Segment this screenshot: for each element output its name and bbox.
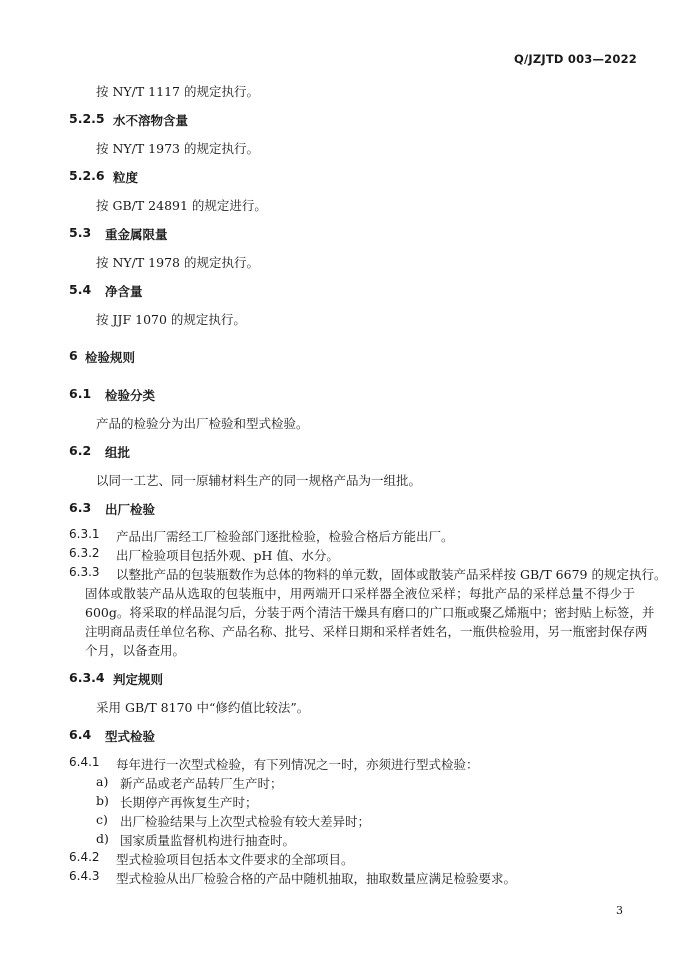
section-title: 组批	[105, 445, 131, 460]
paragraph-text: 按 NY/T 1117 的规定执行。	[96, 84, 259, 99]
paragraph-text: 按 NY/T 1978 的规定执行。	[96, 255, 259, 270]
clause-number: 6.4.1	[69, 755, 100, 769]
section-title: 检验分类	[105, 388, 156, 403]
section-number: 6.3	[69, 500, 92, 515]
section-number: 5.3	[69, 225, 92, 240]
clause-number: 6.3.2	[69, 546, 100, 560]
list-item-text: 国家质量监督机构进行抽查时。	[120, 833, 296, 848]
clause-number: 6.4.2	[69, 850, 100, 864]
clause-continuation: 600g。将采取的样品混匀后，分装于两个清洁干燥具有磨口的广口瓶或聚乙烯瓶中；密封贴上标签，并	[85, 605, 655, 620]
clause-number: 6.4.3	[69, 869, 100, 883]
clause-continuation: 固体或散装产品从选取的包装瓶中，用两端开口采样器全液位采样；每批产品的采样总量不得少于	[85, 586, 636, 601]
clause-text: 产品出厂需经工厂检验部门逐批检验，检验合格后方能出厂。	[116, 529, 454, 544]
clause-text: 出厂检验项目包括外观、pH 值、水分。	[116, 548, 339, 563]
list-item-text: 出厂检验结果与上次型式检验有较大差异时；	[120, 814, 371, 829]
paragraph-text: 产品的检验分为出厂检验和型式检验。	[96, 416, 309, 431]
section-number: 5.2.6	[69, 168, 105, 183]
clause-text: 型式检验项目包括本文件要求的全部项目。	[116, 852, 354, 867]
paragraph-text: 按 NY/T 1973 的规定执行。	[96, 141, 259, 156]
clause-continuation: 个月，以备查用。	[85, 643, 186, 658]
list-item-text: 新产品或老产品转厂生产时；	[120, 776, 283, 791]
section-number: 6.4	[69, 727, 92, 742]
section-number: 5.4	[69, 282, 92, 297]
section-number: 5.2.5	[69, 111, 105, 126]
clause-text: 每年进行一次型式检验，有下列情况之一时，亦须进行型式检验：	[116, 757, 479, 772]
clause-text: 以整批产品的包装瓶数作为总体的物料的单元数，固体或散装产品采样按 GB/T 6679 的规定执行。	[116, 567, 667, 582]
clause-text: 型式检验从出厂检验合格的产品中随机抽取，抽取数量应满足检验要求。	[116, 871, 517, 886]
paragraph-text: 按 GB/T 24891 的规定进行。	[96, 198, 267, 213]
list-marker: a)	[96, 774, 109, 789]
section-title: 检验规则	[85, 350, 136, 365]
page-number: 3	[616, 904, 623, 917]
clause-continuation: 注明商品责任单位名称、产品名称、批号、采样日期和采样者姓名，一瓶供检验用，另一瓶密封保存两	[85, 624, 648, 639]
section-title: 重金属限量	[105, 227, 168, 242]
section-title: 出厂检验	[105, 502, 156, 517]
section-title: 判定规则	[113, 672, 164, 687]
paragraph-text: 按 JJF 1070 的规定执行。	[96, 312, 246, 327]
section-title: 粒度	[113, 170, 139, 185]
list-marker: b)	[96, 793, 109, 808]
section-number: 6.2	[69, 443, 92, 458]
section-title: 型式检验	[105, 729, 156, 744]
list-item-text: 长期停产再恢复生产时；	[120, 795, 258, 810]
section-number: 6.1	[69, 386, 92, 401]
clause-number: 6.3.1	[69, 527, 100, 541]
section-title: 净含量	[105, 284, 143, 299]
paragraph-text: 以同一工艺、同一原辅材料生产的同一规格产品为一组批。	[96, 473, 422, 488]
list-marker: d)	[96, 831, 109, 846]
section-number: 6.3.4	[69, 670, 105, 685]
paragraph-text: 采用 GB/T 8170 中“修约值比较法”。	[96, 700, 310, 715]
list-marker: c)	[96, 812, 108, 827]
clause-number: 6.3.3	[69, 565, 100, 579]
document-code: Q/JZJTD 003—2022	[514, 52, 637, 66]
section-number: 6	[69, 348, 78, 363]
section-title: 水不溶物含量	[113, 113, 189, 128]
